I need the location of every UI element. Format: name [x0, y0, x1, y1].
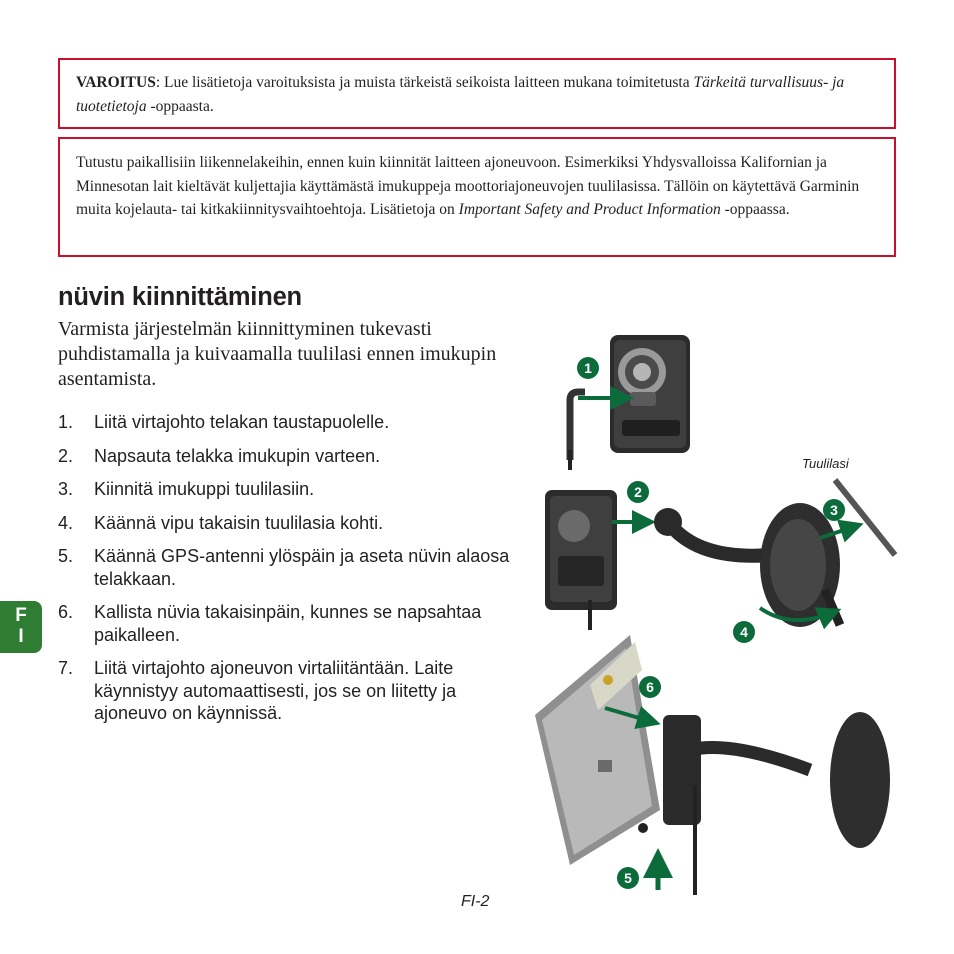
- list-item: [58, 601, 518, 646]
- mounted-cradle: [663, 712, 890, 895]
- step-number: 5.: [58, 546, 74, 566]
- step-text: Käännä GPS-antenni ylöspäin ja aseta nüvin alaosa telakkaan.: [94, 546, 510, 589]
- list-item: [58, 478, 518, 501]
- warning-label: VAROITUS: [76, 74, 156, 91]
- callout-6: [639, 676, 661, 698]
- callout-1: [577, 357, 599, 379]
- list-item: [58, 411, 518, 434]
- cradle-step2: [545, 490, 617, 630]
- notice-text: Tutustu paikallisiin liikennelakeihin, ennen kuin kiinnität laitteen ajoneuvoon. Esimerkiksi Yhdysvalloissa Kalifornian ja Minnesotan lait kieltävät kuljettajia käyttämästä imukuppeja moottoriajoneuvojen tuulilasissa. Tällöin on käytettävä Garminin muita kojelauta- tai kitkakiinnitysvaihtoehtoja. Lisätietoja on: [76, 154, 860, 218]
- callout-2: [627, 481, 649, 503]
- callout-number: 1: [584, 360, 592, 376]
- step-number: 4.: [58, 512, 74, 533]
- step-number: 1.: [58, 412, 74, 432]
- step-number: 2.: [58, 445, 74, 466]
- page-number: FI-2: [461, 893, 490, 910]
- steps-list: [58, 411, 518, 736]
- warning-box: [58, 58, 896, 129]
- callout-number: 6: [646, 679, 654, 695]
- section-title: nüvin kiinnittäminen: [58, 283, 302, 311]
- warning-text: : Lue lisätietoja varoituksista ja muista tärkeistä seikoista laitteen mukana toimitetusta: [155, 74, 694, 91]
- step-text: Liitä virtajohto ajoneuvon virtaliitäntään. Laite käynnistyy automaattisesti, jos se on liitetty ja ajoneuvo on käynnissä.: [94, 658, 457, 723]
- step-text: Kiinnitä imukuppi tuulilasiin.: [94, 479, 315, 499]
- callout-5: [617, 867, 639, 889]
- step-text: Kallista nüvia takaisinpäin, kunnes se napsahtaa paikalleen.: [94, 602, 482, 645]
- language-tab-letter: F: [15, 605, 27, 626]
- windshield-label: Tuulilasi: [802, 456, 849, 471]
- callout-number: 5: [624, 870, 632, 886]
- nuvi-device: [535, 635, 660, 865]
- list-item: [58, 445, 518, 468]
- callout-3: [823, 499, 845, 521]
- suction-mount: [654, 503, 840, 627]
- section-intro: Varmista järjestelmän kiinnittyminen tukevasti puhdistamalla ja kuivaamalla tuulilasi ennen imukupin asentamista.: [58, 318, 497, 390]
- step-number: 6.: [58, 602, 74, 622]
- step-number: 3.: [58, 479, 74, 499]
- language-tab-letter: I: [18, 626, 24, 647]
- callout-number: 2: [634, 484, 642, 500]
- step-number: 7.: [58, 658, 74, 678]
- callout-4: [733, 621, 755, 643]
- mounting-illustration: [530, 330, 900, 895]
- warning-text-end: -oppaasta.: [146, 97, 214, 115]
- language-tab: [0, 601, 42, 653]
- list-item: [58, 657, 518, 725]
- cradle-step1: [570, 335, 690, 470]
- list-item: [58, 545, 518, 590]
- callout-number: 4: [740, 624, 748, 640]
- notice-manual-title: Important Safety and Product Information: [458, 201, 721, 218]
- notice-text-end: -oppaassa.: [720, 201, 790, 218]
- warning-manual-title: Tärkeitä turvallisuus- ja tuotetietoja: [76, 74, 845, 115]
- callout-number: 3: [830, 502, 838, 518]
- notice-box: [58, 137, 896, 257]
- step-text: Käännä vipu takaisin tuulilasia kohti.: [94, 512, 384, 533]
- step-text: Napsauta telakka imukupin varteen.: [94, 445, 381, 466]
- list-item: [58, 512, 518, 535]
- windshield: [835, 480, 895, 555]
- step-text: Liitä virtajohto telakan taustapuolelle.: [94, 412, 390, 432]
